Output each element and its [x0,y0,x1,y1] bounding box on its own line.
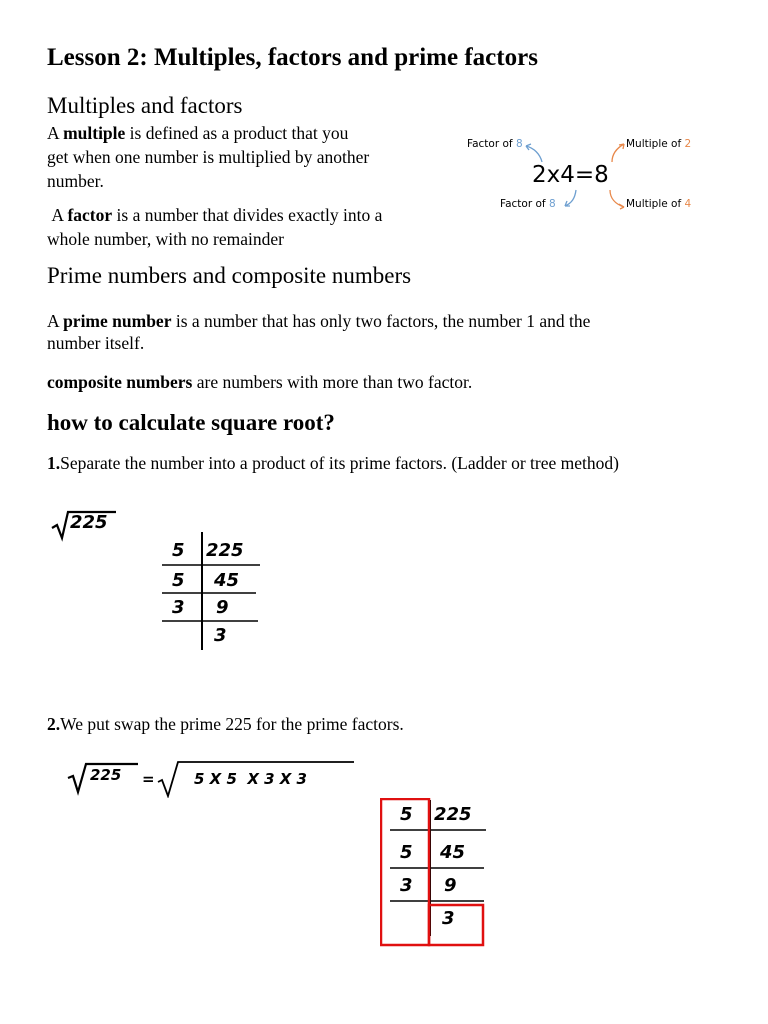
sqrt-equation-handwritten: 225 = 5 X 5 X 3 X 3 [66,758,366,798]
arrow-multiple-top [612,144,624,162]
ladder-divisor: 5 [172,540,185,561]
composite-definition: composite numbers are numbers with more than two factor. [47,372,473,392]
ladder-divisor: 5 [400,804,413,825]
ladder-value: 9 [216,597,229,618]
multiple-of-label-bottom: Multiple of 4 [626,198,692,210]
ladder-divisor: 5 [400,842,413,863]
factor-definition: A factor is a number that divides exactly into a whole number, with no remainder [47,205,383,249]
factor-of-label-top: Factor of 8 [467,138,523,150]
ladder-value: 45 [440,842,466,863]
arrow-multiple-bottom [610,190,624,207]
step-2 [47,713,404,735]
prime-definition: A prime number is a number that has only two factors, the number 1 and the number itself. [47,311,591,353]
step-1-number: 1. [47,453,61,473]
result-highlight-box [429,905,483,945]
section-heading-multiples: Multiples and factors [47,93,243,118]
factor-ladder [160,530,270,655]
factor-of-label-bottom: Factor of 8 [500,198,556,210]
term-prime-number: prime number [63,311,172,331]
section-heading-prime: Prime numbers and composite numbers [47,263,412,288]
multiple-of-label-top: Multiple of 2 [626,138,692,150]
step-2-text: We put swap the prime 225 for the prime factors. [60,714,404,734]
ladder-value: 9 [444,875,457,896]
factor-ladder-highlighted [380,798,490,948]
ladder-value: 3 [214,625,227,646]
term-multiple: multiple [63,123,126,143]
ladder-value: 225 [206,540,244,561]
step-1-text: Separate the number into a product of its prime factors. (Ladder or tree method) [60,453,619,473]
equation: 2x4=8 [532,162,609,188]
section-heading-sqrt: how to calculate square root? [47,410,335,435]
term-factor: factor [67,205,113,225]
ladder-value: 45 [214,570,240,591]
ladder-divisor: 3 [400,875,413,896]
diagram-arrows [462,130,702,220]
step-1 [47,452,619,474]
ladder-value: 225 [434,804,472,825]
factor-multiple-diagram [462,130,702,220]
ladder-divisor: 3 [172,597,185,618]
sqrt-225-handwritten: 225 [50,508,120,542]
multiple-definition: A multiple is defined as a product that you get when one number is multiplied by another number. [47,123,370,191]
ladder-value: 3 [442,908,455,929]
lesson-title: Lesson 2: Multiples, factors and prime factors [47,44,538,71]
term-composite-numbers: composite numbers [47,372,193,392]
step-2-number: 2. [47,714,61,734]
ladder-divisor: 5 [172,570,185,591]
